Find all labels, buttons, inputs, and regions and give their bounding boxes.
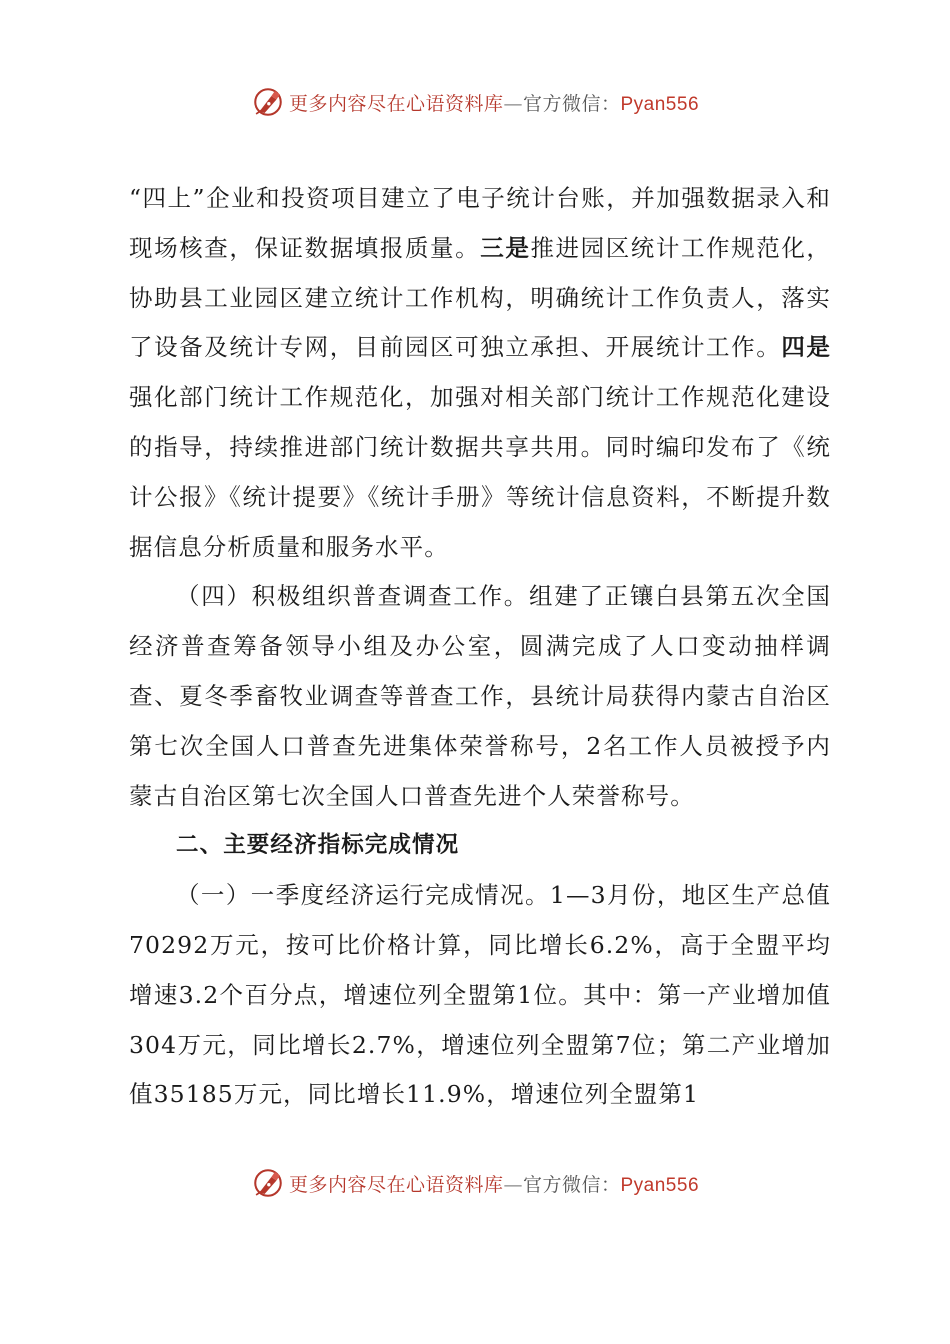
paragraph-q1-economy: （一）一季度经济运行完成情况。1—3月份，地区生产总值70292万元，按可比价格计算，同比增长6.2%，高于全盟平均增速3.2个百分点，增速位列全盟第1位。其中：第一产业增加值304万元，同比增长2.7%，增速位列全盟第7位；第二产业增加值35185万元，同比增长11.9%，增速位列全盟第1 — [129, 881, 831, 1109]
footer-watermark-banner — [0, 1161, 950, 1205]
bold-marker-four: 四是 — [781, 333, 832, 362]
watermark-text — [289, 89, 699, 116]
pen-nib-icon — [251, 1166, 285, 1200]
pen-nib-icon — [251, 85, 285, 119]
watermark-wechat-id: Pyan556 — [620, 1174, 700, 1196]
paragraph-continuation — [129, 174, 831, 572]
watermark-wechat-id: Pyan556 — [620, 93, 700, 115]
watermark-main: 更多内容尽在心语资料库 — [288, 1173, 504, 1196]
watermark-sub: 官方微信： — [522, 1173, 621, 1196]
header-watermark-banner — [0, 80, 950, 124]
watermark-dash: — — [503, 92, 523, 115]
paragraph-text: “四上”企业和投资项目建立了电子统计台账，并加强数据录入和现场核查，保证数据填报质量。 — [129, 184, 831, 262]
watermark-text — [289, 1170, 699, 1197]
watermark-sub: 官方微信： — [522, 92, 621, 115]
watermark-main: 更多内容尽在心语资料库 — [288, 92, 504, 115]
bold-marker-three: 三是 — [480, 233, 531, 262]
paragraph-text: 强化部门统计工作规范化，加强对相关部门统计工作规范化建设的指导，持续推进部门统计数据共享共用。同时编印发布了《统计公报》《统计提要》《统计手册》等统计信息资料，不断提升数据信息分析质量和服务水平。 — [129, 383, 831, 561]
paragraph-text: 推进园区统计工作规范化，协助县工业园区建立统计工作机构，明确统计工作负责人，落实了设备及统计专网，目前园区可独立承担、开展统计工作。 — [129, 233, 832, 362]
watermark-dash: — — [503, 1173, 523, 1196]
document-body — [129, 174, 831, 1120]
paragraph-census: （四）积极组织普查调查工作。组建了正镶白县第五次全国经济普查筹备领导小组及办公室，圆满完成了人口变动抽样调查、夏冬季畜牧业调查等普查工作，县统计局获得内蒙古自治区第七次全国人口普查先进集体荣誉称号，2名工作人员被授予内蒙古自治区第七次全国人口普查先进个人荣誉称号。 — [129, 582, 831, 810]
section-heading: 二、主要经济指标完成情况 — [176, 832, 460, 859]
